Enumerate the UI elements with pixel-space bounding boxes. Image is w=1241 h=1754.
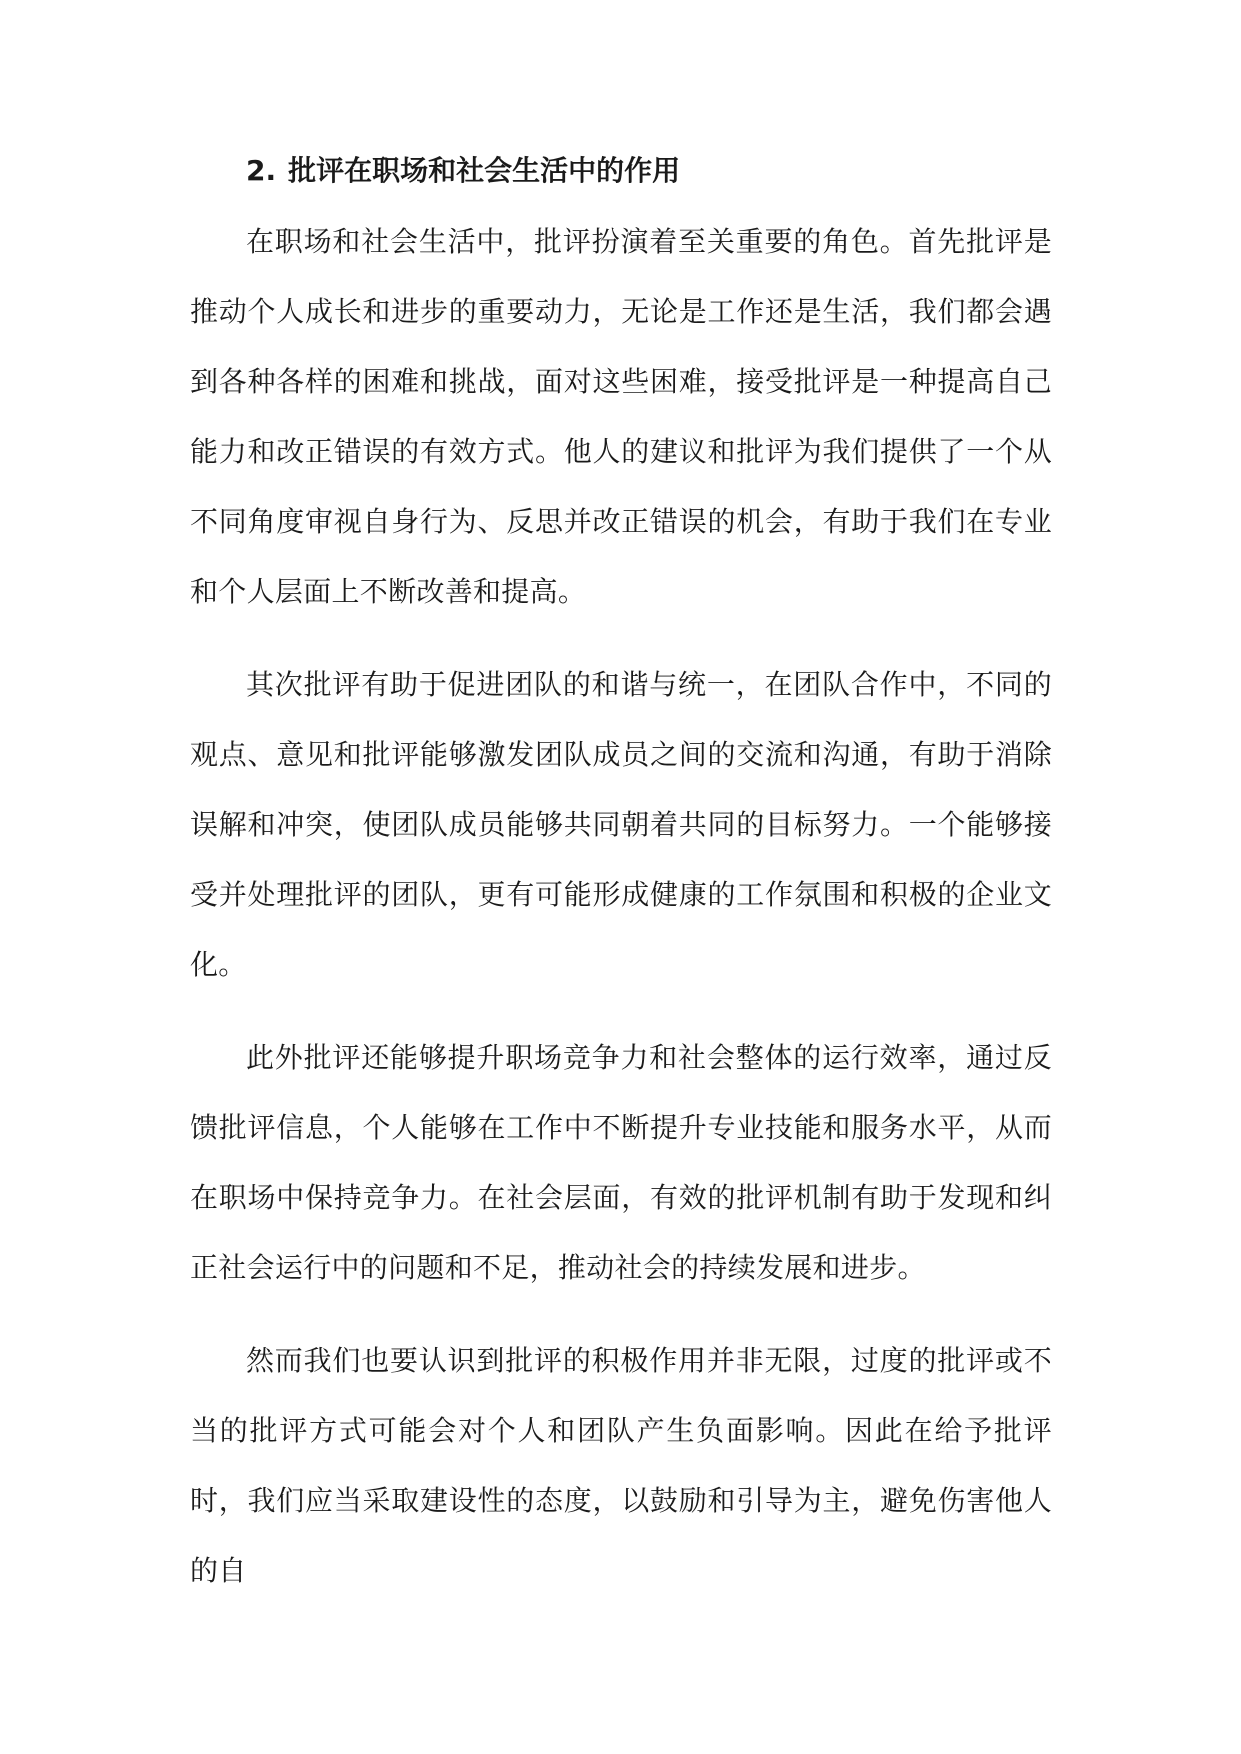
paragraph-4: 然而我们也要认识到批评的积极作用并非无限，过度的批评或不当的批评方式可能会对个人和团队产生负面影响。因此在给予批评时，我们应当采取建设性的态度，以鼓励和引导为主，避免伤害他人的自 xyxy=(190,1344,1052,1587)
paragraph-2: 其次批评有助于促进团队的和谐与统一，在团队合作中，不同的观点、意见和批评能够激发团队成员之间的交流和沟通，有助于消除误解和冲突，使团队成员能够共同朝着共同的目标努力。一个能够接受并处理批评的团队，更有可能形成健康的工作氛围和积极的企业文化。 xyxy=(190,668,1052,981)
paragraph-1: 在职场和社会生活中，批评扮演着至关重要的角色。首先批评是推动个人成长和进步的重要动力，无论是工作还是生活，我们都会遇到各种各样的困难和挑战，面对这些困难，接受批评是一种提高自己能力和改正错误的有效方式。他人的建议和批评为我们提供了一个从不同角度审视自身行为、反思并改正错误的机会，有助于我们在专业和个人层面上不断改善和提高。 xyxy=(190,225,1052,608)
section-heading xyxy=(190,148,1052,194)
document-body xyxy=(190,148,1052,1606)
paragraph-3: 此外批评还能够提升职场竞争力和社会整体的运行效率，通过反馈批评信息，个人能够在工作中不断提升专业技能和服务水平，从而在职场中保持竞争力。在社会层面，有效的批评机制有助于发现和纠正社会运行中的问题和不足，推动社会的持续发展和进步。 xyxy=(190,1041,1052,1284)
section-number: 2. xyxy=(246,154,277,187)
section-title: 批评在职场和社会生活中的作用 xyxy=(288,154,681,187)
